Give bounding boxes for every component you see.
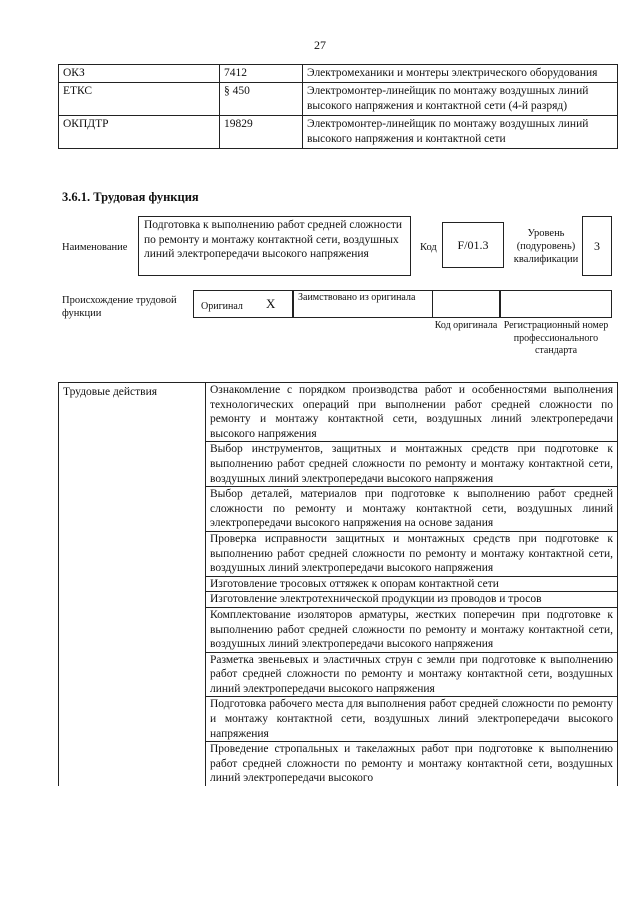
- classifier-number: 19829: [220, 116, 303, 149]
- classifier-code: ОКЗ: [59, 65, 220, 83]
- classifier-number: § 450: [220, 83, 303, 116]
- original-cell: [193, 290, 293, 318]
- labor-action: Проведение стропальных и такелажных работ при подготовке к выполнению работ средней сложности по ремонту и монтажу контактной сети, воздушных линий электропередачи высокого: [206, 742, 618, 786]
- level-label: Уровень (подуровень) квалификации: [513, 228, 579, 265]
- table-row: [59, 383, 618, 442]
- section-title: 3.6.1. Трудовая функция: [62, 190, 199, 204]
- code-caption: Код оригинала: [434, 320, 498, 331]
- labor-action: Изготовление тросовых оттяжек к опорам контактной сети: [206, 576, 618, 592]
- labor-action: Комплектование изоляторов арматуры, жестких поперечин при подготовке к выполнению работ средней сложности по ремонту и монтажу контактной сети, воздушных линий электропередачи высокого напряжения: [206, 607, 618, 652]
- name-label: Наименование: [62, 242, 128, 253]
- original-code-cell: [432, 290, 500, 318]
- labor-action: Ознакомление с порядком производства работ и особенностями выполнения технологических операций при выполнении работ средней сложности по ремонту и монтажу контактной сети, воздушных линий электропередачи высокого напряжения: [206, 383, 618, 442]
- table-row: [59, 65, 618, 83]
- labor-action: Разметка звеньевых и эластичных струн с земли при подготовке к выполнению работ средней сложности по ремонту и монтажу контактной сети, воздушных линий электропередачи высокого напряжения: [206, 652, 618, 697]
- labor-actions-label: Трудовые действия: [59, 383, 206, 787]
- classifier-name: Электромонтер-линейщик по монтажу воздушных линий высокого напряжения и контактной сети (4-й разряд): [303, 83, 618, 116]
- classifier-code: ОКПДТР: [59, 116, 220, 149]
- labor-action: Изготовление электротехнической продукции из проводов и тросов: [206, 592, 618, 608]
- classifier-name: Электромеханики и монтеры электрического оборудования: [303, 65, 618, 83]
- code-label: Код: [420, 242, 437, 253]
- labor-action: Выбор деталей, материалов при подготовке к выполнению работ средней сложности по ремонту и монтажу контактной сети, воздушных линий электропередачи высокого напряжения на основе задания: [206, 487, 618, 532]
- table-row: [59, 83, 618, 116]
- page-number: 27: [314, 38, 326, 52]
- labor-action: Проверка исправности защитных и монтажных средств при подготовке к выполнению работ средней сложности по ремонту и монтажу контактной сети, воздушных линий электропередачи высокого напряжения: [206, 531, 618, 576]
- qualification-level: 3: [582, 216, 612, 276]
- classifier-code: ЕТКС: [59, 83, 220, 116]
- original-label: Оригинал: [201, 301, 243, 312]
- original-mark: X: [266, 296, 276, 311]
- labor-action: Выбор инструментов, защитных и монтажных средств при подготовке к выполнению работ средней сложности по ремонту и монтажу контактной сети, воздушных линий электропередачи высокого напряжения: [206, 442, 618, 487]
- classifier-number: 7412: [220, 65, 303, 83]
- borrowed-label: Заимствовано из оригинала: [293, 290, 433, 318]
- function-code: F/01.3: [442, 222, 504, 268]
- origin-label: Происхождение трудовой функции: [62, 295, 177, 319]
- labor-action: Подготовка рабочего места для выполнения работ средней сложности по ремонту и монтажу контактной сети, воздушных линий электропередачи высокого напряжения: [206, 697, 618, 742]
- labor-actions-table: [58, 382, 618, 786]
- table-row: [59, 116, 618, 149]
- classifier-name: Электромонтер-линейщик по монтажу воздушных линий высокого напряжения и контактной сети: [303, 116, 618, 149]
- registration-caption: Регистрационный номер профессионального стандарта: [503, 320, 609, 356]
- classifier-table: [58, 64, 618, 149]
- function-name: Подготовка к выполнению работ средней сложности по ремонту и монтажу контактной сети, воздушных линий электропередачи высокого напряжения: [138, 216, 411, 276]
- registration-number-cell: [500, 290, 612, 318]
